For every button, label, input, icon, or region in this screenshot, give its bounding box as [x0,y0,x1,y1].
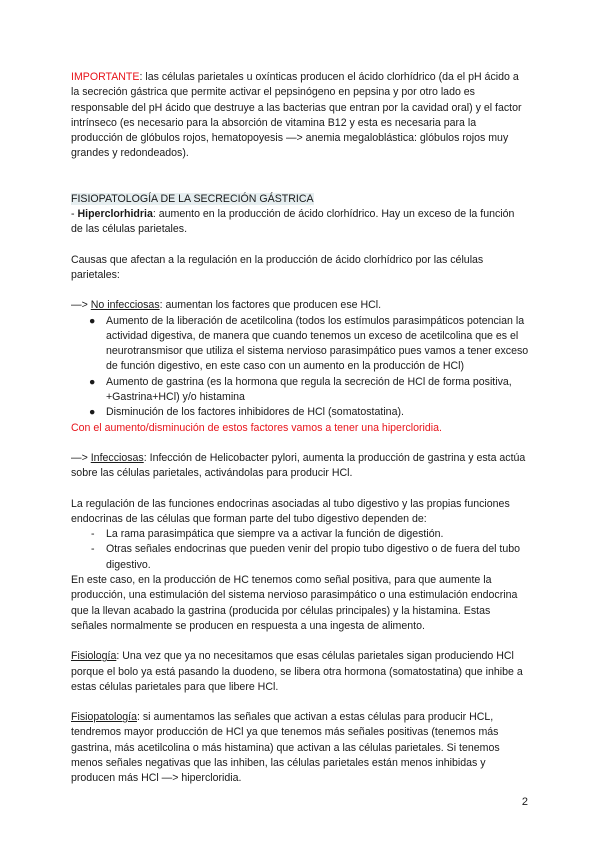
fisiologia-paragraph [71,649,529,695]
list-item [71,405,529,420]
list-item [71,542,529,573]
no-infecciosas-heading [71,298,529,313]
list-item [71,527,529,542]
fisiopatologia-paragraph [71,710,529,786]
list-item-text: La rama parasimpática que siempre va a activar la función de digestión. [106,528,444,541]
fisiopatologia-label: Fisiopatología [71,711,137,724]
dash-mark: - [91,543,95,556]
bullet-mark: ● [89,406,96,419]
bullet-mark: ● [89,375,96,388]
hyper-term: Hiperclorhidria [77,208,153,221]
arrow-text: —> [71,451,91,464]
important-paragraph [71,70,529,162]
hyper-text: : aumento en la producción de ácido clorhídrico. Hay un exceso de la función de las células parietales. [71,208,515,236]
fisiologia-text: : Una vez que ya no necesitamos que esas células parietales sigan produciendo HCl porque el bolo ya está pasando la duodeno, se libera otra hormona (somatostatina) que inhibe a estas células parietales para que libere HCl. [71,650,523,693]
document-page [71,70,529,787]
regulacion-intro: La regulación de las funciones endocrinas asociadas al tubo digestivo y las propias funciones endocrinas de las células que forman parte del tubo digestivo dependen de: [71,497,510,525]
causes-paragraph: Causas que afectan a la regulación en la producción de ácido clorhídrico por las células parietales: [71,253,484,281]
list-item-text: Aumento de gastrina (es la hormona que regula la secreción de HCl de forma positiva, +Gastrina+HCl) y/o histamina [106,375,512,404]
infecciosas-paragraph [71,451,529,482]
list-item-text: Disminución de los factores inhibidores de HCl (somatostatina). [106,406,404,419]
section-title: FISIOPATOLOGÍA DE LA SECRECIÓN GÁSTRICA [71,192,314,205]
dash-mark: - [91,528,95,541]
arrow-text: —> [71,299,91,312]
important-text: : las células parietales u oxínticas producen el ácido clorhídrico (da el pH ácido a la secreción gástrica que permite activar el pepsinógeno en pepsina y por otro lado es responsable del pH ácido que destruye a las bacterias que entran por la cavidad oral) y el factor intrínseco (es necesario para la absorción de vitamina B12 y esta es necesaria para la producción de glóbulos rojos, hematopoyesis —> anemia megaloblástica: glóbulos rojos muy grandes y redondeados). [71,71,522,160]
important-label: IMPORTANTE [71,71,140,83]
list-item [71,314,529,375]
no-infecciosas-label: No infecciosas [90,299,160,312]
hyper-prefix: - [71,208,78,221]
infecciosas-text: : Infección de Helicobacter pylori, aumenta la producción de gastrina y esta actúa sobre las células parietales, activándolas para producir HCl. [71,451,526,480]
list-item-text: Aumento de la liberación de acetilcolina (todos los estímulos parasimpáticos potencian la actividad digestiva, de manera que cuando tenemos un exceso de acetilcolina que es el neurotransmisor que utiliza el sistema nervioso parasimpático pues vamos a tener exceso de función digestivo, en este caso con un aumento en la producción de HCl) [106,314,529,373]
red-note: Con el aumento/disminución de estos factores vamos a tener una hipercloridia. [71,421,442,434]
regulacion-list [71,527,529,573]
no-infecciosas-list [71,314,529,421]
no-infecciosas-text: : aumentan los factores que producen ese HCl. [159,299,382,312]
hyperclorhidria-paragraph [71,207,529,238]
list-item-text: Otras señales endocrinas que pueden venir del propio tubo digestivo o de fuera del tubo digestivo. [106,543,521,571]
list-item [71,375,529,406]
infecciosas-label: Infecciosas [90,451,144,464]
page-number: 2 [521,796,528,808]
regulacion-paragraph: En este caso, en la producción de HC tenemos como señal positiva, para que aumente la producción, una estimulación del sistema nervioso parasimpático o una estimulación endocrina que la llevan acabado la gastrina (producida por células principales) y la histamina. Estas señales normalmente se producen en respuesta a una ingesta de alimento. [71,574,518,632]
fisiopatologia-text: : si aumentamos las señales que activan a estas células para producir HCL, tendremos mayor producción de HCl ya que tenemos más señales positivas (tenemos más gastrina, más acetilcolina o más histamina) que activan a las células parietales. Si tenemos menos señales negativas que las inhiben, las células parietales están menos inhibidas y producen más HCl —> hipercloridia. [71,711,500,785]
section-title-line [71,192,529,207]
bullet-mark: ● [89,314,96,327]
fisiologia-label: Fisiología [71,650,117,663]
